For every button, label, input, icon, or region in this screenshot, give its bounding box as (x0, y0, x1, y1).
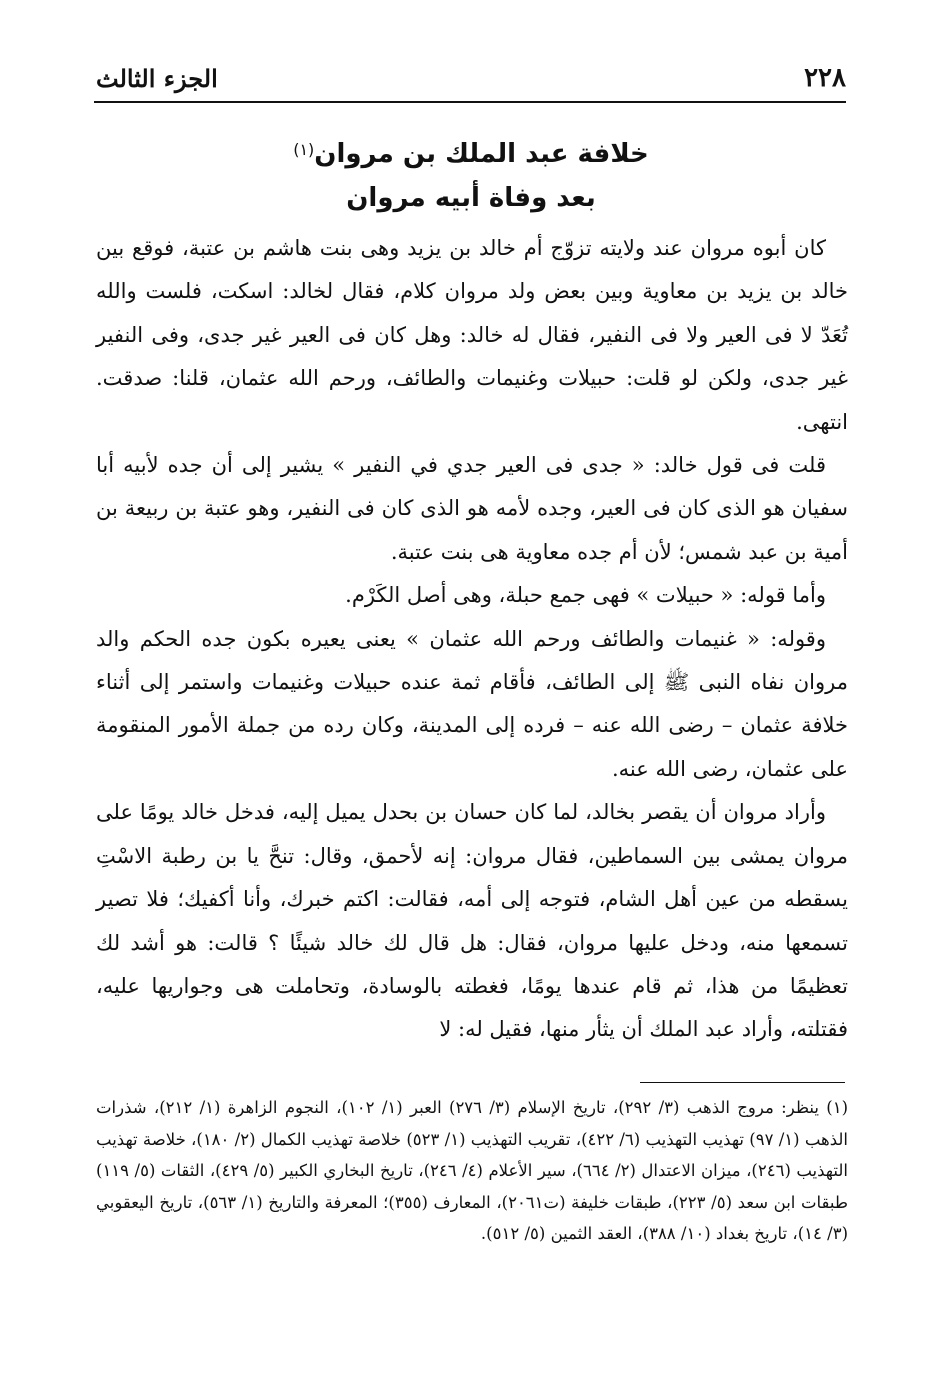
chapter-title (96, 132, 846, 220)
chapter-title-text: خلافة عبد الملك بن مروان (314, 139, 649, 169)
header-rule (94, 101, 846, 103)
page-number: ٢٢٨ (804, 63, 846, 93)
body-text (96, 227, 848, 1052)
paragraph: وأما قوله: « حبيلات » فهى جمع حبلة، وهى أصل الكَرْم. (345, 583, 826, 608)
chapter-subtitle: بعد وفاة أبيه مروان (346, 183, 596, 213)
footnotes (96, 1092, 848, 1250)
paragraph: وقوله: « غنيمات والطائف ورحم الله عثمان » يعنى يعيره بكون جده الحكم والد مروان نفاه النبى ﷺ إلى الطائف، فأقام ثمة عنده حبيلات وغنيمات واستمر إلى أثناء خلافة عثمان – رضى الله عنه – فرده إلى المدينة، وكان رده من جملة الأمور المنقومة على عثمان، رضى الله عنه. (96, 626, 848, 781)
footnote-marker: (١) (293, 140, 315, 159)
footnote: (١) ينظر: مروج الذهب (٣/ ٢٩٢)، تاريخ الإسلام (٣/ ٢٧٦) العبر (١/ ١٠٢)، النجوم الزاهرة (١/ ٢١٢)، شذرات الذهب (١/ ٩٧) تهذيب التهذيب (٦/ ٤٢٢)، تقريب التهذيب (١/ ٥٢٣) خلاصة تهذيب الكمال (٢/ ١٨٠)، خلاصة تهذيب التهذيب (٢٤٦)، ميزان الاعتدال (٢/ ٦٦٤)، سير الأعلام (٤/ ٢٤٦)، تاريخ البخاري الكبير (٥/ ٤٢٩)، الثقات (٥/ ١١٩) طبقات ابن سعد (٥/ ٢٢٣)، طبقات خليفة (ت٢٠٦١)، المعارف (٣٥٥)؛ المعرفة والتاريخ (١/ ٥٦٣)، تاريخ اليعقوبي (٣/ ١٤)، تاريخ بغداد (١٠/ ٣٨٨)، العقد الثمين (٥/ ٥١٢). (96, 1098, 849, 1244)
footnote-rule (640, 1082, 845, 1083)
paragraph: كان أبوه مروان عند ولايته تزوّج أم خالد بن يزيد وهى بنت هاشم بن عتبة، فوقع بين خالد بن يزيد بن معاوية وبين بعض ولد مروان كلام، فقال لخالد: اسكت، فلست والله تُعَدّ لا فى العير ولا فى النفير، فقال له خالد: وهل كان فى العير غير جدى، وفى النفير غير جدى، ولكن لو قلت: حبيلات وغنيمات والطائف، ورحم الله عثمان، قلنا: صدقت. انتهى. (96, 236, 848, 434)
paragraph: قلت فى قول خالد: « جدى فى العير جدي في النفير » يشير إلى أن جده لأبيه أبا سفيان هو الذى كان فى العير، وجده لأمه هو الذى كان فى النفير، وهو عتبة بن ربيعة بن أمية بن عبد شمس؛ لأن أم جده معاوية هى بنت عتبة. (96, 453, 848, 564)
running-header (96, 58, 846, 98)
part-name: الجزء الثالث (96, 63, 218, 93)
paragraph: وأراد مروان أن يقصر بخالد، لما كان حسان بن بحدل يميل إليه، فدخل خالد يومًا على مروان يمشى بين السماطين، فقال مروان: إنه لأحمق، وقال: تنحَّ يا بن رطبة الاسْتِ يسقطه من عين أهل الشام، فتوجه إلى أمه، فقالت: اكتم خبرك، وأنا أكفيك؛ فلا تصير تسمعها منه، ودخل عليها مروان، فقال: هل قال لك خالد شيئًا ؟ قالت: هو أشد لك تعظيمًا من هذا، ثم قام عندها يومًا، فغطته بالوسادة، وتحاملت هى وجواريها عليه، فقتلته، وأراد عبد الملك أن يثأر منها، فقيل له: لا (96, 800, 848, 1042)
chapter-title-line-1 (96, 132, 846, 176)
